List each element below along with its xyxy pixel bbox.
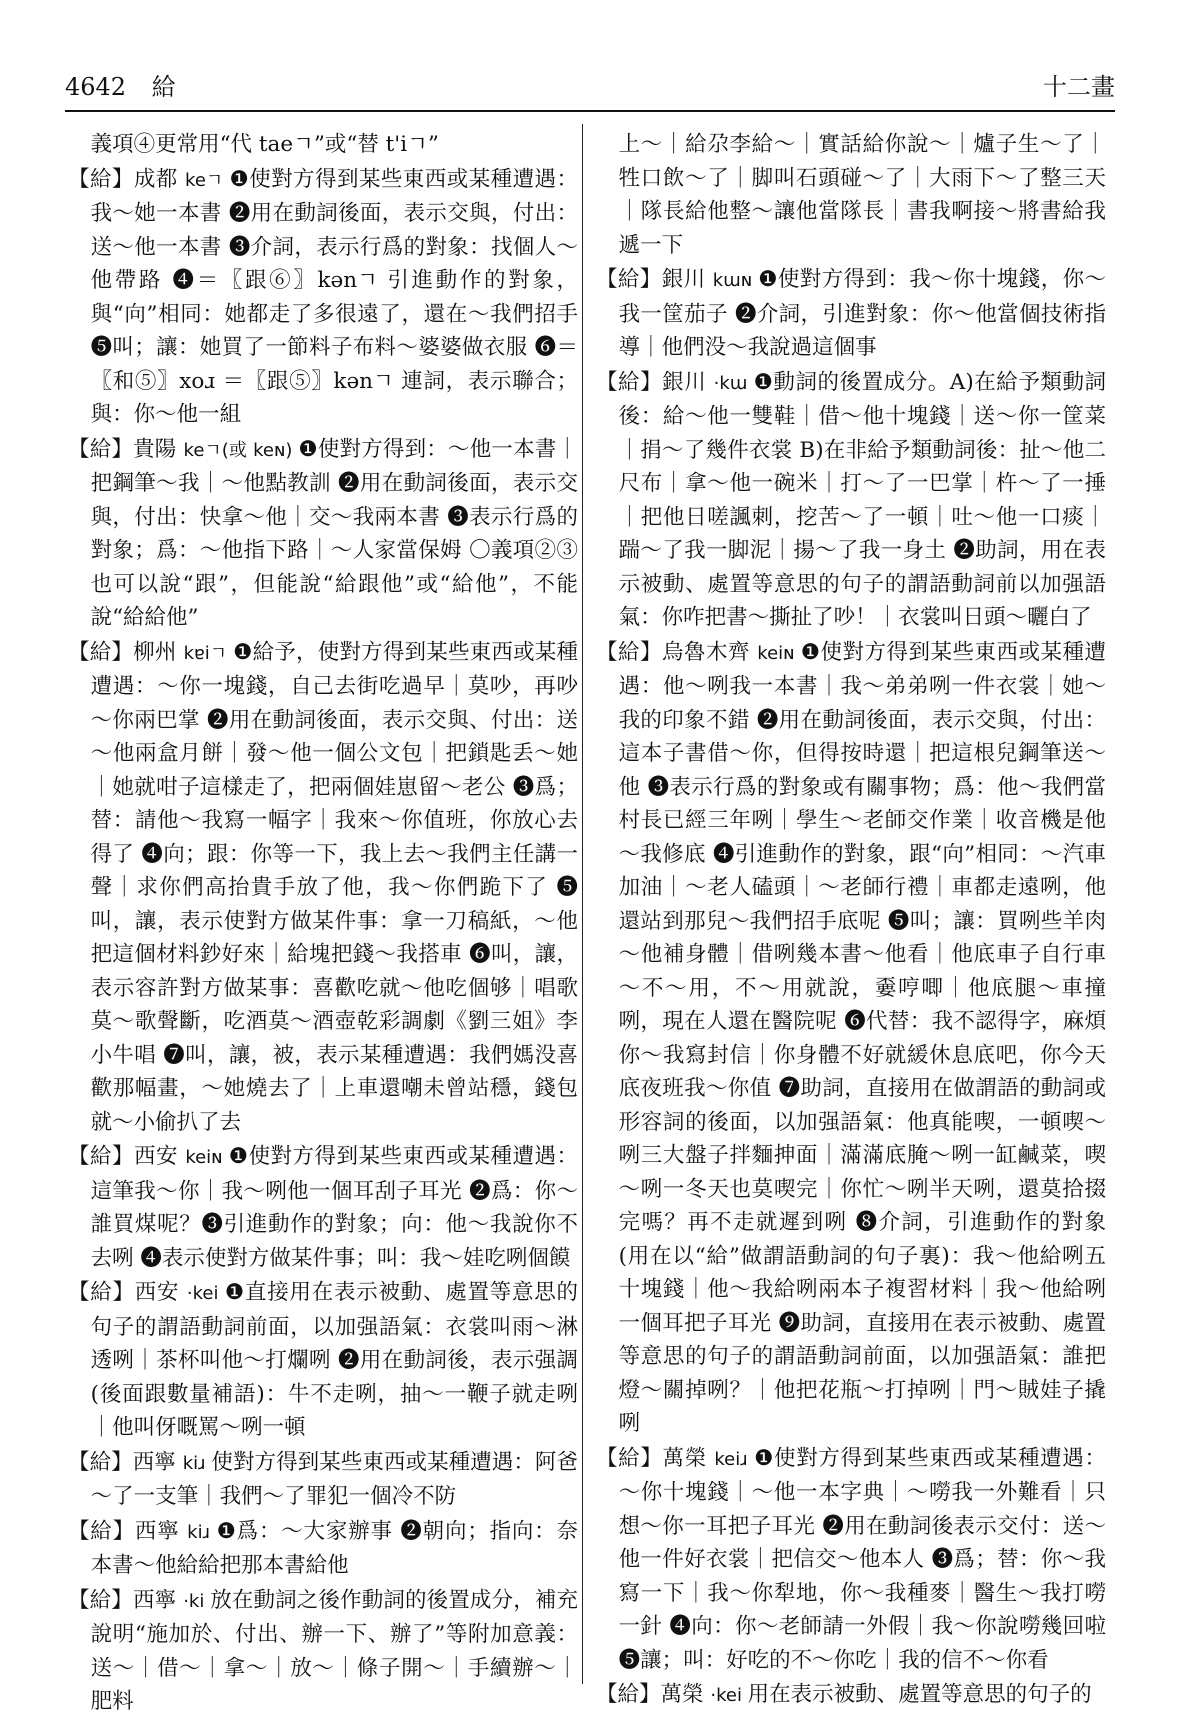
entry-dialect-location: 西安	[134, 1280, 187, 1305]
entry-headword: 【給】	[596, 1682, 661, 1707]
dictionary-entry	[596, 366, 1106, 635]
entry-headword: 【給】	[68, 639, 134, 665]
entry-pronunciation: keiɹ	[714, 1448, 755, 1470]
entry-definition: 放在動詞之後作動詞的後置成分，補充說明“施加於、付出、辦一下、辦了”等附加意義：送～｜借～｜拿～｜放～｜條子開～｜手續辦～｜肥料	[90, 1587, 578, 1714]
entry-definition: ❶使對方得到：～他一本書｜把鋼筆～我｜～他點教訓 ❷用在動詞後面，表示交與，付出：快拿～他｜交～我兩本書 ❸表示行爲的對象；爲：～他指下路｜～人家當保姆 〇義項②③也可以說“跟”，但能說“給跟他”或“給他”，不能說“給給他”	[90, 436, 578, 630]
entry-definition: ❶使對方得到：我～你十塊錢，你～我一筐茄子 ❷介詞，引進對象：你～他當個技術指導｜他們没～我說過這個事	[618, 267, 1106, 360]
entry-dialect-location: 柳州	[133, 639, 184, 665]
entry-dialect-location: 貴陽	[133, 436, 184, 462]
entry-pronunciation: kiɹ	[187, 1521, 217, 1543]
entry-definition: ❶給予，使對方得到某些東西或某種遭遇：～你一塊錢，自己去街吃過早｜莫吵，再吵～你兩巴掌 ❷用在動詞後面，表示交與、付出：送～他兩盒月餅｜發～他一個公文包｜把鎖匙丢～她｜她就咁子這樣走了，把兩個娃崽留～老公 ❸爲；替：請他～我寫一幅字｜我來～你值班，你放心去得了 ❹向；跟：你等一下，我上去～我們主任講一聲｜求你們高抬貴手放了他，我～你們跪下了 ❺叫，讓，表示使對方做某件事：拿一刀稿紙，～他把這個材料鈔好來｜給塊把錢～我搭車 ❻叫，讓，表示容許對方做某事：喜歡吃就～他吃個够｜唱歌莫～歌聲斷，吃酒莫～酒壺乾彩調劇《劉三姐》李小牛唱 ❼叫，讓，被，表示某種遭遇：我們媽没喜歡那幅畫，～她燒去了｜上車還嘲未曾站穩，錢包就～小偷扒了去	[90, 639, 578, 1135]
entry-headword: 【給】	[68, 166, 134, 192]
dictionary-entry	[596, 128, 1106, 262]
dictionary-entry	[68, 1515, 578, 1583]
dictionary-entry	[596, 1442, 1106, 1678]
entry-definition: ❶動詞的後置成分。A)在給予類動詞後：給～他一雙鞋｜借～他十塊錢｜送～你一筐菜｜捐～了幾件衣裳 B)在非給予類動詞後：扯～他二尺布｜拿～他一碗米｜打～了一巴掌｜杵～了一捶｜把他日嗟諷刺，挖苦～了一頓｜吐～他一口痰｜踹～了我一脚泥｜揚～了我一身土 ❷助詞，用在表示被動、處置等意思的句子的謂語動詞前以加强語氣：你咋把書～撕扯了吵！｜衣裳叫日頭～曬白了	[618, 369, 1106, 630]
entry-pronunciation: keㄱ	[185, 169, 230, 191]
entry-headword: 【給】	[68, 1280, 135, 1305]
entry-dialect-location: 萬榮	[660, 1682, 711, 1707]
entry-dialect-location: 西安	[133, 1144, 186, 1169]
entry-pronunciation: kiɹ	[182, 1452, 212, 1474]
dictionary-entry	[68, 163, 578, 432]
left-column	[68, 128, 578, 1720]
entry-headword: 【給】	[596, 639, 662, 665]
entry-headword: 【給】	[68, 1144, 134, 1169]
column-divider	[582, 124, 583, 1684]
header-left	[65, 67, 194, 102]
dictionary-entry	[596, 263, 1106, 365]
entry-dialect-location: 銀川	[661, 267, 713, 292]
entry-dialect-location: 銀川	[662, 369, 714, 395]
entry-definition: 義項④更常用“代 taeㄱ”或“替 t'iㄱ”	[90, 132, 439, 157]
entry-definition: ❶爲：～大家辦事 ❷朝向；指向：奈本書～他給給把那本書給他	[90, 1518, 578, 1578]
dictionary-entry	[68, 1140, 578, 1275]
entry-headword: 【給】	[68, 436, 134, 462]
entry-headword: 【給】	[596, 1445, 663, 1471]
section-label: 十二畫	[1043, 73, 1115, 101]
entry-definition: 上～｜給尕李給～｜實話給你說～｜爐子生～了｜牲口飲～了｜脚叫石頭碰～了｜大雨下～了整三天｜隊長給他整～讓他當隊長｜書我啊接～將書給我遞一下	[618, 132, 1106, 258]
dictionary-entry	[68, 1446, 578, 1514]
entry-pronunciation: keiɴ	[757, 642, 801, 664]
entry-dialect-location: 西寧	[132, 1587, 184, 1613]
entry-dialect-location: 西寧	[132, 1449, 183, 1475]
dictionary-entry	[68, 636, 578, 1140]
entry-dialect-location: 西寧	[134, 1518, 188, 1544]
entry-definition: ❶直接用在表示被動、處置等意思的句子的謂語動詞前面，以加强語氣：衣裳叫雨～淋透咧｜茶杯叫他～打爛咧 ❷用在動詞後，表示强調(後面跟數量補語)：牛不走咧，抽～一鞭子就走咧｜他叫伢嘅罵～咧一頓	[90, 1280, 578, 1440]
dictionary-entry	[68, 433, 578, 635]
entry-definition: ❶使對方得到某些東西或某種遭遇：他～咧我一本書｜我～弟弟咧一件衣裳｜她～我的印象不錯 ❷用在動詞後面，表示交與，付出：這本子書借～你，但得按時還｜把這根兒鋼筆送～他 ❸表示行爲的對象或有關事物；爲：他～我們當村長已經三年咧｜學生～老師交作業｜收音機是他～我修底 ❹引進動作的對象，跟“向”相同：～汽車加油｜～老人磕頭｜～老師行禮｜車都走遠咧，他還站到那兒～我們招手底呢 ❺叫；讓：買咧些羊肉～他補身體｜借咧幾本書～他看｜他底車子自行車～不～用，不～用就說，嫑哼唧｜他底腿～車撞咧，現在人還在醫院呢 ❻代替：我不認得字，麻煩你～我寫封信｜你身體不好就緩休息底吧，你今天底夜班我～你值 ❼助詞，直接用在做謂語的動詞或形容詞的後面，以加强語氣：他真能喫，一頓喫～咧三大盤子拌麵抻面｜滿滿底腌～咧一缸鹹菜，喫～咧一冬天也莫喫完｜你忙～咧半天咧，還莫拾掇完嗎？再不走就遲到咧 ❽介詞，引進動作的對象(用在以“給”做謂語動詞的句子裏)：我～他給咧五十塊錢｜他～我給咧兩本子複習材料｜我～他給咧一個耳把子耳光 ❾助詞，直接用在表示被動、處置等意思的句子的謂語動詞前面，以加强語氣：誰把燈～關掉咧？｜他把花瓶～打掉咧｜門～賊娃子撬咧	[618, 639, 1106, 1436]
page-number: 4642	[65, 73, 127, 101]
entry-pronunciation: ·kei	[710, 1685, 748, 1706]
entry-pronunciation: kɯɴ	[712, 270, 759, 291]
dictionary-entry	[68, 1276, 578, 1445]
entry-pronunciation: keㄱ(或 keɴ)	[183, 439, 299, 461]
dictionary-entry	[596, 636, 1106, 1441]
right-column	[596, 128, 1106, 1714]
entry-headword: 【給】	[596, 267, 662, 292]
entry-headword: 【給】	[68, 1518, 135, 1544]
dictionary-entry	[68, 128, 578, 162]
entry-dialect-location: 成都	[133, 166, 186, 192]
entry-pronunciation: ·kei	[186, 1283, 225, 1304]
dictionary-entry	[596, 1678, 1106, 1713]
entry-definition: ❶使對方得到某些東西或某種遭遇：這筆我～你｜我～咧他一個耳刮子耳光 ❷爲：你～誰買煤呢？❸引進動作的對象；向：他～我說你不去咧 ❹表示使對方做某件事；叫：我～娃吃咧個饃	[90, 1144, 578, 1271]
entry-headword: 【給】	[596, 369, 663, 395]
entry-pronunciation: keiɴ	[185, 1147, 229, 1168]
entry-definition: ❶使對方得到某些東西或某種遭遇：我～她一本書 ❷用在動詞後面，表示交與，付出：送～他一本書 ❸介詞，表示行爲的對象：找個人～他帶路 ❹＝〖跟⑥〗kənㄱ 引進動作的對象，與“向”相同：她都走了多很遠了，還在～我們招手 ❺叫；讓：她買了一節料子布料～婆婆做衣服 ❻＝〖和⑤〗xoɹ ＝〖跟⑤〗kənㄱ 連詞，表示聯合；與：你～他一組	[90, 166, 578, 427]
entry-headword: 【給】	[68, 1449, 133, 1475]
entry-headword: 【給】	[68, 1587, 133, 1613]
entry-definition: 使對方得到某些東西或某種遭遇：阿爸～了一支筆｜我們～了罪犯一個冷不防	[90, 1449, 578, 1509]
entry-pronunciation: ·ki	[183, 1590, 211, 1612]
dictionary-entry	[68, 1584, 578, 1719]
header-headword: 給	[151, 73, 176, 101]
running-header	[65, 62, 1115, 102]
entry-pronunciation: ·kɯ	[713, 372, 754, 394]
entry-pronunciation: kɐiㄱ	[183, 642, 234, 664]
header-rule	[65, 110, 1115, 112]
entry-definition: ❶使對方得到某些東西或某種遭遇：～你十塊錢｜～他一本字典｜～嘮我一外難看｜只想～你一耳把子耳光 ❷用在動詞後表示交付：送～他一件好衣裳｜把信交～他本人 ❸爲；替：你～我寫一下｜我～你犁地，你～我種麥｜醫生～我打嘮一針 ❹向：你～老師請一外假｜我～你說嘮幾回啦 ❺讓；叫：好吃的不～你吃｜我的信不～你看	[618, 1445, 1106, 1673]
entry-dialect-location: 烏魯木齊	[661, 639, 758, 665]
entry-definition: 用在表示被動、處置等意思的句子的	[747, 1682, 1092, 1707]
entry-dialect-location: 萬榮	[662, 1445, 715, 1471]
